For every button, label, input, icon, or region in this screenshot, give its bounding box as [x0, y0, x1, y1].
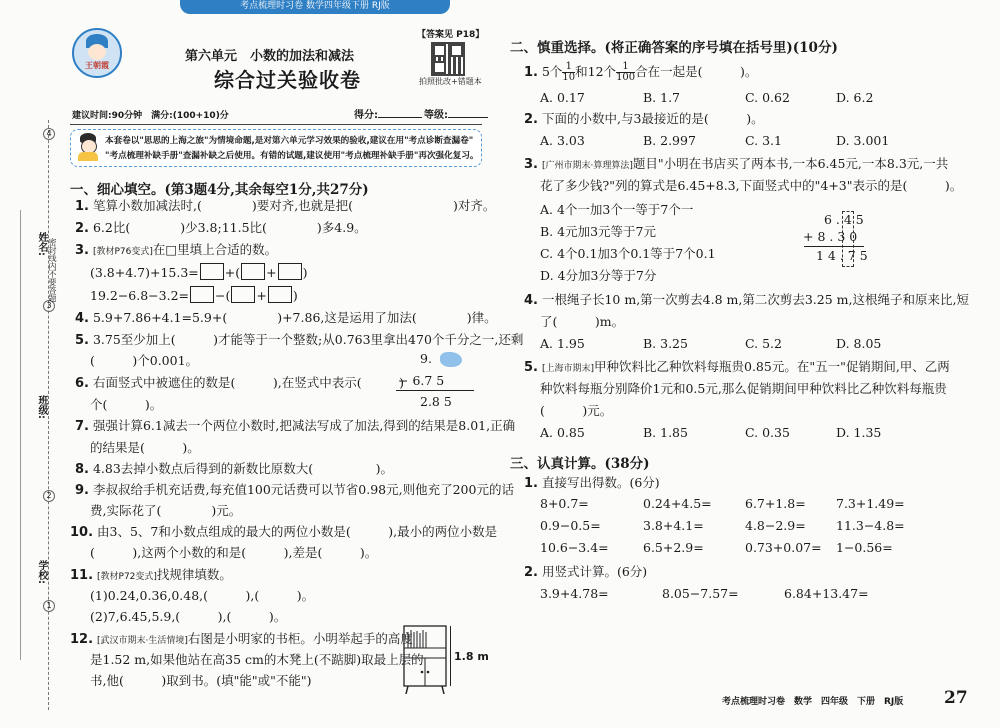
option: A. 4个一加3个一等于7个一	[540, 202, 694, 217]
q12-line-2: 是1.52 m,如果他站在高35 cm的木凳上(不踮脚)取最上层的	[90, 652, 424, 667]
q2-4-line-2: 了( )m。	[540, 314, 625, 329]
seal-warning: 密封线内不要答题	[48, 238, 57, 302]
option: A. 1.95	[540, 336, 585, 351]
question-1-7: 7. 强强计算6.1减去一个两位小数时,把减法写成了加法,得到的结果是8.01,正确	[75, 418, 516, 434]
intro-line-2: "考点梳理补缺手册"查漏补缺之后使用。有错的试题,建议使用"考点梳理补缺手册"再次强化复习。	[105, 151, 479, 161]
option: B. 2.997	[643, 133, 696, 148]
question-1-11: 11. [教材P72变式]找规律填数。	[70, 567, 232, 583]
calc-item: 1−0.56=	[836, 540, 893, 555]
question-2-1: 1. 5个 $\frac{1}{10}$ 和12个 $\frac{1}{100}$ 合在一起是( )。	[524, 61, 758, 83]
option: C. 3.1	[745, 133, 782, 148]
vertical-rule	[804, 246, 864, 247]
intro-line-1: 本套卷以"思思的上海之旅"为情境命题,是对第六单元学习效果的验收,建议在用"考点诊断查漏卷"	[105, 136, 474, 146]
q2-text: 6.2比( )少3.8;11.5比( )多4.9。	[92, 220, 367, 235]
calc-item: 4.8−2.9=	[745, 518, 806, 533]
answer-box[interactable]	[268, 286, 292, 303]
question-2-4: 4. 一根绳子长10 m,第一次剪去4.8 m,第二次剪去3.25 m,这根绳子和原来比,短	[524, 292, 969, 308]
option: D. 8.05	[836, 336, 882, 351]
q2-3-tag: [广州市期末·算理算法]	[541, 161, 633, 171]
q6-vertical-middle: − 6.7 5	[398, 373, 445, 388]
question-1-10: 10. 由3、5、7和小数点组成的最大的两位小数是( ),最小的两位小数是	[70, 524, 498, 540]
question-1-12: 12. [武汉市期末·生活情境]右图是小明家的书柜。小明举起手的高度	[70, 631, 413, 647]
question-1-5: 5. 3.75至少加上( )才能等于一个整数;从0.763里拿出470个千分之一,还剩	[75, 332, 524, 348]
question-2-5: 5. [上海市期末]甲种饮料比乙种饮料每瓶贵0.85元。在"五一"促销期间,甲、乙两	[524, 359, 950, 375]
q10a-text: 由3、5、7和小数点组成的最大的两位小数是( ),最小的两位小数是	[97, 524, 498, 539]
q3-tag: [教材P76变式]	[92, 247, 153, 257]
unit-title: 第六单元 小数的加法和减法	[185, 49, 355, 64]
q8-text: 4.83去掉小数点后得到的新数比原数大( )。	[92, 461, 394, 476]
q2-5-tag: [上海市期末]	[541, 364, 594, 374]
q3-2-text: 用竖式计算。(6分)	[541, 564, 648, 579]
ink-blot	[440, 352, 462, 367]
answer-box[interactable]	[241, 263, 265, 280]
bookshelf-height: 1.8 m	[454, 650, 489, 663]
binding-circle: 2	[43, 490, 55, 502]
q2-4a-text: 一根绳子长10 m,第一次剪去4.8 m,第二次剪去3.25 m,这根绳子和原来比,短	[541, 292, 969, 307]
option: A. 0.17	[540, 90, 585, 105]
time-score-info: 建议时间:90分钟 满分:(100+10)分	[72, 111, 229, 121]
q9a-text: 李叔叔给手机充话费,每充值100元话费可以节省0.98元,则他充了200元的话	[92, 482, 514, 497]
question-3-2: 2. 用竖式计算。(6分)	[524, 564, 648, 580]
q2-5a-text: 甲种饮料比乙种饮料每瓶贵0.85元。在"五一"促销期间,甲、乙两	[594, 359, 950, 374]
q6-vertical-result: 2.8 5	[420, 394, 452, 409]
calc-item: 11.3−4.8=	[836, 518, 905, 533]
vertical-rule	[396, 390, 474, 391]
q11-part-2: (2)7,6.45,5.9,( ),( )。	[90, 609, 287, 624]
question-2-2: 2. 下面的小数中,与3最接近的是( )。	[524, 111, 764, 127]
q3-text: 在□里填上合适的数。	[152, 242, 278, 257]
score-field[interactable]	[354, 106, 422, 121]
q2-3a-text: 题目"小明在书店买了两本书,一本6.45元,一本8.3元,一共	[632, 156, 949, 171]
answer-box[interactable]	[278, 263, 302, 280]
header-divider	[70, 124, 482, 125]
binding-line-outer	[20, 210, 21, 660]
calc-item: 0.24+4.5=	[643, 496, 712, 511]
question-1-4: 4. 5.9+7.86+4.1=5.9+( )+7.86,这是运用了加法( )律。	[75, 310, 497, 326]
calc-item: 6.84+13.47=	[784, 586, 869, 601]
qr-caption: 拍照批改+错题本	[419, 77, 482, 86]
option: D. 1.35	[836, 425, 882, 440]
q1-text: 笔算小数加减法时,( )要对齐,也就是把( )对齐。	[92, 198, 496, 213]
q7a-text: 强强计算6.1减去一个两位小数时,把减法写成了加法,得到的结果是8.01,正确	[92, 418, 516, 433]
question-1-8: 8. 4.83去掉小数点后得到的新数比原数大( )。	[75, 461, 394, 477]
calc-item: 10.6−3.4=	[540, 540, 609, 555]
q2-3-line-2: 花了多少钱?"列的算式是6.45+8.3,下面竖式中的"4+3"表示的是( )。	[540, 178, 963, 193]
intro-box	[70, 129, 482, 167]
q12a-text: 右图是小明家的书柜。小明举起手的高度	[187, 631, 413, 646]
rate-field[interactable]	[424, 106, 488, 121]
option: A. 3.03	[540, 133, 585, 148]
option: C. 5.2	[745, 336, 782, 351]
q2-1-pre: 5个	[541, 64, 563, 79]
option: C. 0.62	[745, 90, 790, 105]
option: A. 0.85	[540, 425, 585, 440]
option: B. 1.7	[643, 90, 681, 105]
page-number: 27	[944, 688, 968, 708]
score-label: 得分:	[354, 110, 378, 121]
section2-title: 二、慎重选择。(将正确答案的序号填在括号里)(10分)	[510, 40, 838, 56]
calc-item: 3.9+4.78=	[540, 586, 609, 601]
highlight-column	[842, 211, 854, 267]
qr-code[interactable]	[431, 42, 465, 76]
q3a-text: (3.8+4.7)+15.3=	[90, 265, 199, 280]
calc-item: 8+0.7=	[540, 496, 589, 511]
q5a-text: 3.75至少加上( )才能等于一个整数;从0.763里拿出470个千分之一,还剩	[92, 332, 524, 347]
calc-item: 6.7+1.8=	[745, 496, 806, 511]
answer-reference: 【答案见 P18】	[417, 30, 485, 40]
option: C. 0.35	[745, 425, 790, 440]
question-1-1: 1. 笔算小数加减法时,( )要对齐,也就是把( )对齐。	[75, 198, 496, 214]
q11-text: 找规律填数。	[156, 567, 232, 582]
option: C. 4个0.1加3个0.1等于7个0.1	[540, 246, 716, 261]
q2-2-text: 下面的小数中,与3最接近的是( )。	[541, 111, 764, 126]
q6-vertical-top: 9.	[420, 351, 432, 366]
option: D. 4分加3分等于7分	[540, 268, 657, 283]
answer-box[interactable]	[231, 286, 255, 303]
option: B. 1.85	[643, 425, 688, 440]
q10-line-2: ( ),这两个小数的和是( ),差是( )。	[90, 545, 378, 560]
q3-1-text: 直接写出得数。(6分)	[541, 475, 660, 490]
brand-logo	[72, 28, 122, 78]
class-label: 班级:	[36, 395, 47, 419]
logo-text: 王朝霞	[85, 61, 109, 70]
answer-box[interactable]	[200, 263, 224, 280]
option: B. 4元加3元等于7元	[540, 224, 656, 239]
question-1-2: 2. 6.2比( )少3.8;11.5比( )多4.9。	[75, 220, 367, 236]
calc-item: 0.73+0.07=	[745, 540, 822, 555]
question-1-3: 3. [教材P76变式]在□里填上合适的数。	[75, 242, 278, 258]
exam-title: 综合过关验收卷	[214, 68, 361, 92]
q3-expression-b: 19.2−6.8−3.2= −( + )	[90, 288, 298, 303]
q2-1-post: 合在一起是( )。	[635, 64, 758, 79]
fraction-1-100: $\frac{1}{100}$	[616, 61, 636, 83]
school-label: 学校:	[36, 560, 47, 584]
q7-line-2: 的结果是( )。	[90, 440, 200, 455]
section1-title: 一、细心填空。(第3题4分,其余每空1分,共27分)	[70, 182, 369, 198]
q2-1-mid: 和12个	[575, 64, 617, 79]
q2-3-vertical-middle: + 8 . 3 0	[803, 229, 858, 244]
q11-part-1: (1)0.24,0.36,0.48,( ),( )。	[90, 588, 315, 603]
calc-item: 3.8+4.1=	[643, 518, 704, 533]
fraction-1-10: $\frac{1}{10}$	[562, 61, 576, 83]
question-2-3: 3. [广州市期末·算理算法]题目"小明在书店买了两本书,一本6.45元,一本8.3元,一共	[524, 156, 949, 172]
q6a-text: 右面竖式中被遮住的数是( ),在竖式中表示( )	[92, 375, 404, 390]
binding-circle: 3	[43, 300, 55, 312]
footer-text: 考点梳理时习卷 数学 四年级 下册 RJ版	[722, 697, 904, 707]
question-3-1: 1. 直接写出得数。(6分)	[524, 475, 660, 491]
q5-line-2: ( )个0.001。	[90, 353, 199, 368]
question-1-6: 6. 右面竖式中被遮住的数是( ),在竖式中表示( )	[75, 375, 404, 391]
q2-3-vertical-top: 6 . 4 5	[824, 212, 864, 227]
q3-expression-a: (3.8+4.7)+15.3= +( + )	[90, 265, 308, 280]
q2-5-line-3: ( )元。	[540, 403, 613, 418]
q9-line-2: 费,实际花了( )元。	[90, 503, 242, 518]
calc-item: 6.5+2.9=	[643, 540, 704, 555]
answer-box[interactable]	[190, 286, 214, 303]
q11-tag: [教材P72变式]	[97, 572, 157, 582]
question-1-9: 9. 李叔叔给手机充话费,每充值100元话费可以节省0.98元,则他充了200元的话	[75, 482, 514, 498]
q2-5-line-2: 种饮料每瓶分别降价1元和0.5元,那么促销期间甲种饮料比乙种饮料每瓶贵	[540, 381, 947, 396]
q6-line-2: 个( )。	[90, 397, 163, 412]
bookshelf-illustration	[402, 624, 448, 696]
q2-3-vertical-result: 1 4 . 7 5	[816, 248, 868, 263]
calc-item: 8.05−7.57=	[662, 586, 739, 601]
q4-text: 5.9+7.86+4.1=5.9+( )+7.86,这是运用了加法( )律。	[92, 310, 497, 325]
student-icon	[75, 133, 101, 161]
rate-label: 等级:	[424, 110, 448, 121]
height-marker	[450, 626, 451, 686]
q12-tag: [武汉市期末·生活情境]	[97, 636, 188, 646]
option: B. 3.25	[643, 336, 688, 351]
calc-item: 7.3+1.49=	[836, 496, 905, 511]
option: D. 3.001	[836, 133, 890, 148]
option: D. 6.2	[836, 90, 874, 105]
top-banner: 考点梳理时习卷 数学四年级下册 RJ版	[180, 0, 450, 14]
section3-title: 三、认真计算。(38分)	[510, 456, 650, 472]
binding-circle: 1	[43, 600, 55, 612]
name-label: 姓名:	[36, 232, 47, 256]
calc-item: 0.9−0.5=	[540, 518, 601, 533]
q12-line-3: 书,他( )取到书。(填"能"或"不能")	[90, 673, 312, 688]
binding-circle: 4	[43, 128, 55, 140]
q3b-text: 19.2−6.8−3.2=	[90, 288, 190, 303]
